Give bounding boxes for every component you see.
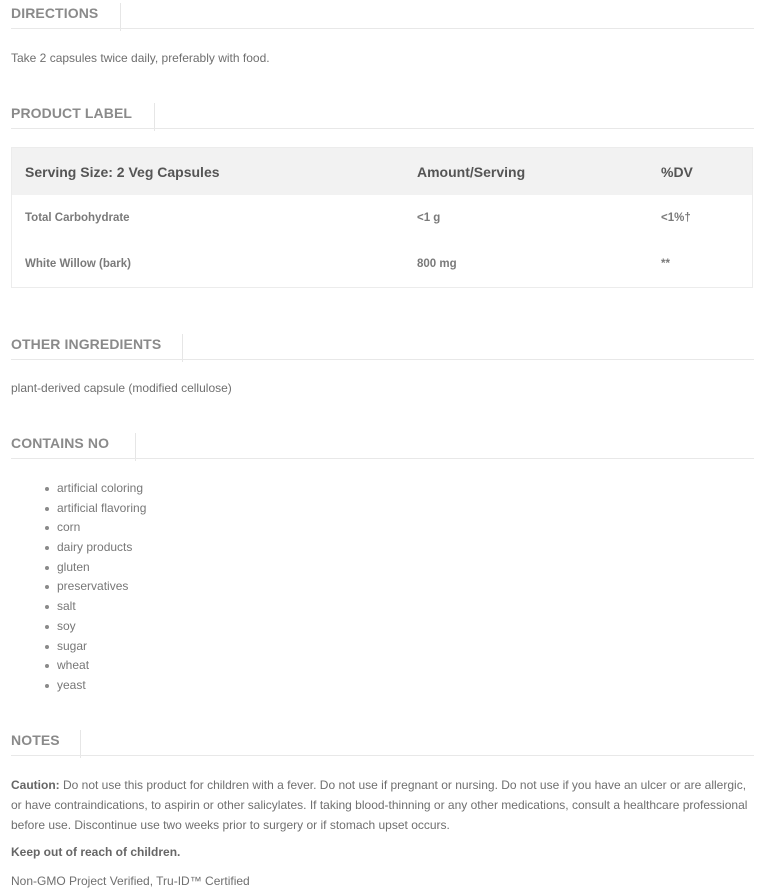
bullet-icon: [45, 664, 49, 668]
contains-no-divider: [11, 458, 754, 459]
list-item: dairy products: [45, 538, 146, 558]
list-item: salt: [45, 597, 146, 617]
bullet-icon: [45, 605, 49, 609]
list-item: soy: [45, 617, 146, 637]
notes-heading: NOTES: [11, 730, 81, 758]
bullet-icon: [45, 487, 49, 491]
amount-header: Amount/Serving: [417, 164, 526, 180]
list-item: sugar: [45, 637, 146, 657]
ingredient-amount: <1 g: [417, 212, 441, 224]
list-item: corn: [45, 518, 146, 538]
ingredient-name: Total Carbohydrate: [25, 212, 130, 224]
list-item: artificial coloring: [45, 479, 146, 499]
contains-no-heading: CONTAINS NO: [11, 433, 136, 461]
certifications-text: Non-GMO Project Verified, Tru-ID™ Certified: [11, 874, 250, 888]
bullet-icon: [45, 546, 49, 550]
keep-out-text: Keep out of reach of children.: [11, 845, 181, 859]
contains-no-list: [45, 479, 146, 696]
directions-divider: [11, 28, 754, 29]
list-item: gluten: [45, 558, 146, 578]
list-item: yeast: [45, 676, 146, 696]
bullet-icon: [45, 625, 49, 629]
bullet-icon: [45, 507, 49, 511]
caution-label: Caution:: [11, 778, 60, 792]
facts-header-row: [12, 148, 752, 195]
list-item: artificial flavoring: [45, 499, 146, 519]
bullet-icon: [45, 585, 49, 589]
product-label-divider: [11, 128, 754, 129]
bullet-icon: [45, 684, 49, 688]
ingredient-dv: <1%†: [661, 212, 691, 224]
directions-heading: DIRECTIONS: [11, 3, 121, 31]
bullet-icon: [45, 526, 49, 530]
serving-size-header: Serving Size: 2 Veg Capsules: [25, 164, 220, 180]
product-label-heading: PRODUCT LABEL: [11, 103, 155, 131]
caution-paragraph: [11, 775, 753, 835]
caution-text: Do not use this product for children with a fever. Do not use if pregnant or nursing. Do not use if you have an ulcer or are allergic, or have contraindications, to aspirin or other salicylates. If taking blood-thinning or any other medications, consult a healthcare professional before use. Discontinue use two weeks prior to surgery or if stomach upset occurs.: [11, 778, 748, 832]
dv-header: %DV: [661, 164, 693, 180]
ingredient-dv: **: [661, 258, 670, 270]
other-ingredients-divider: [11, 359, 754, 360]
list-item: wheat: [45, 656, 146, 676]
notes-divider: [11, 755, 754, 756]
ingredient-name: White Willow (bark): [25, 258, 131, 270]
other-ingredients-heading: OTHER INGREDIENTS: [11, 334, 183, 362]
directions-text: Take 2 capsules twice daily, preferably with food.: [11, 51, 270, 65]
nutrition-facts-table: [11, 147, 753, 288]
bullet-icon: [45, 645, 49, 649]
bullet-icon: [45, 566, 49, 570]
ingredient-amount: 800 mg: [417, 258, 457, 270]
keep-out-paragraph: [11, 842, 753, 862]
other-ingredients-text: plant-derived capsule (modified cellulose): [11, 381, 232, 395]
list-item: preservatives: [45, 577, 146, 597]
